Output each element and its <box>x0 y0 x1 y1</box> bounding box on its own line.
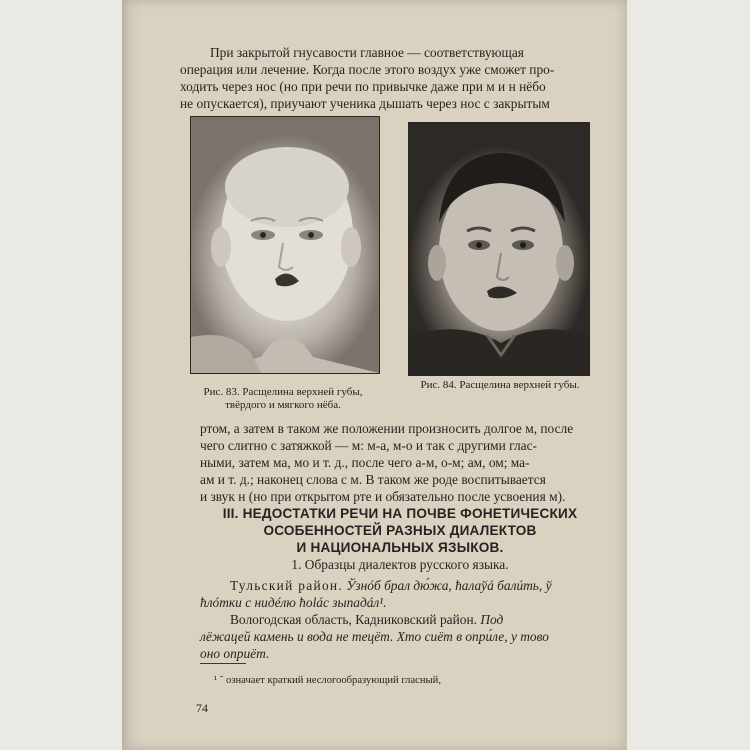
sample-2-line-2 <box>200 628 600 645</box>
text-line: операция или лечение. Когда после этого воздух уже сможет про- <box>180 62 555 77</box>
text-line: При закрытой гнусавости главное — соответствующая <box>210 45 524 60</box>
figure-84-caption: Рис. 84. Расщелина верхней губы. <box>420 379 580 391</box>
text-line: ходить через нос (но при речи по привычке даже при м и н нёбо <box>180 79 546 94</box>
book-spine-shadow <box>122 0 128 750</box>
sample-1-text-cont: ћлóтки с нидéлю ћоláс зыпадáл¹. <box>200 595 387 610</box>
sample-2-line-3 <box>200 645 600 662</box>
heading-line: И НАЦИОНАЛЬНЫХ ЯЗЫКОВ. <box>296 540 504 555</box>
sample-1-text: Ўзнóб брал дю́жа, ћалаўá балúть, ў <box>346 578 552 593</box>
footnote: ¹ ˘ означает краткий неслогообразующий гласный, <box>214 675 441 686</box>
subsection-heading: 1. Образцы диалектов русского языка. <box>291 557 509 572</box>
heading-line: ОСОБЕННОСТЕЙ РАЗНЫХ ДИАЛЕКТОВ <box>263 523 537 538</box>
heading-line: III. НЕДОСТАТКИ РЕЧИ НА ПОЧВЕ ФОНЕТИЧЕСКИХ <box>222 506 578 521</box>
child-face-illustration <box>191 117 379 373</box>
boy-face-illustration <box>409 123 589 375</box>
footnote-rule <box>200 663 246 664</box>
text-line: и звук н (но при открытом рте и обязательно после усвоения м). <box>200 489 566 504</box>
caption-line: Рис. 83. Расщелина верхней губы, <box>203 386 363 398</box>
page-number: 74 <box>196 701 208 715</box>
sample-2-text: Под <box>480 612 504 627</box>
figure-84-photo <box>408 122 590 376</box>
sample-2-text-end: оно оприёт. <box>200 646 270 661</box>
intro-paragraph <box>180 44 600 112</box>
section-heading <box>200 505 600 556</box>
sample-2-line <box>200 611 600 628</box>
figure-83-caption <box>178 386 388 412</box>
text-line: ам и т. д.; наконец слова с м. В таком же роде воспитывается <box>200 472 546 487</box>
sample-2-text-cont: лёжацей камень и вода не тецёт. Хто сиёт в опри́ле, у тово <box>200 629 549 644</box>
text-line: не опускается), приучают ученика дышать через нос с закрытым <box>180 96 550 111</box>
text-line: ными, затем ма, мо и т. д., после чего а-м, о-м; ам, ом; ма- <box>200 455 530 470</box>
text-line: ртом, а затем в таком же положении произносить долгое м, после <box>200 421 574 436</box>
sample-1-region: Тульский район. <box>230 578 344 593</box>
text-line: чего слитно с затяжкой — м: м-а, м-о и так с другими глас- <box>200 438 537 453</box>
caption-line: твёрдого и мягкого нёба. <box>225 399 341 411</box>
figure-83-photo <box>190 116 380 374</box>
sample-1-line-2 <box>200 594 600 611</box>
dialect-samples <box>200 577 600 662</box>
continuation-paragraph <box>200 420 598 505</box>
sample-2-region: Вологодская область, Кадниковский район. <box>230 612 477 627</box>
sample-1-line <box>200 577 600 594</box>
